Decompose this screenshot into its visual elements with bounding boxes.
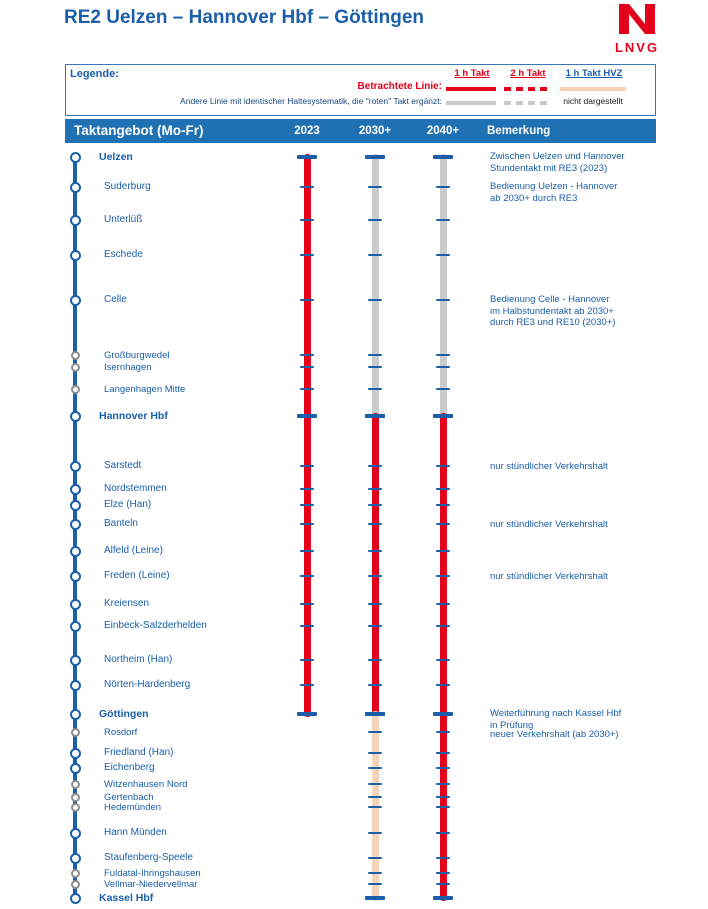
station-dot <box>70 748 81 759</box>
station-tick <box>436 684 450 687</box>
station-tick <box>436 488 450 491</box>
remark-text <box>490 294 662 329</box>
station-tick <box>436 254 450 257</box>
station-tick <box>368 857 382 860</box>
station-tick <box>300 575 314 578</box>
column-header-2023: 2023 <box>294 125 320 137</box>
station-dot <box>70 853 81 864</box>
station-dot <box>70 461 81 472</box>
station-dot <box>70 182 81 193</box>
station-label: Großburgwedel <box>104 350 170 361</box>
station-dot <box>70 411 81 422</box>
station-tick <box>300 219 314 222</box>
station-label: Nordstemmen <box>104 483 167 494</box>
station-tick <box>433 712 453 716</box>
station-tick <box>300 465 314 468</box>
station-tick <box>436 388 450 391</box>
station-dot <box>71 803 80 812</box>
station-tick <box>436 575 450 578</box>
station-tick <box>365 414 385 418</box>
station-tick <box>368 523 382 526</box>
station-dot <box>70 655 81 666</box>
remark-text <box>490 729 662 741</box>
station-dot <box>70 763 81 774</box>
station-tick <box>300 186 314 189</box>
station-label: Gertenbach <box>104 792 154 803</box>
column-header-bemerkung: Bemerkung <box>487 125 551 137</box>
station-tick <box>433 896 453 900</box>
station-label: Kassel Hbf <box>99 892 154 904</box>
station-tick <box>368 659 382 662</box>
remark-text <box>490 708 662 731</box>
station-tick <box>300 625 314 628</box>
station-dot <box>70 519 81 530</box>
legend-header-1h-takt-hvz: 1 h Takt HVZ <box>565 68 623 79</box>
station-tick <box>300 299 314 302</box>
station-dot <box>70 680 81 691</box>
station-label: Isernhagen <box>104 362 152 373</box>
station-tick <box>368 366 382 369</box>
station-dot <box>71 780 80 789</box>
remark-line: nur stündlicher Verkehrshalt <box>490 461 608 472</box>
station-dot <box>71 385 80 394</box>
station-tick <box>365 155 385 159</box>
station-tick <box>300 504 314 507</box>
station-dot <box>70 546 81 557</box>
station-label: Freden (Leine) <box>104 570 170 581</box>
column-header-2030plus: 2030+ <box>358 125 392 137</box>
table-title: Taktangebot (Mo-Fr) <box>74 123 204 138</box>
station-dot <box>70 828 81 839</box>
station-label: Eschede <box>104 249 143 260</box>
remark-line: Weiterführung nach Kassel Hbf <box>490 708 622 719</box>
station-tick <box>436 659 450 662</box>
station-dot <box>71 869 80 878</box>
station-dot <box>71 351 80 360</box>
station-label: Fuldatal-Ihringshausen <box>104 868 201 879</box>
station-tick <box>436 752 450 755</box>
station-tick <box>300 254 314 257</box>
station-tick <box>368 883 382 886</box>
station-dot <box>70 571 81 582</box>
station-tick <box>436 731 450 734</box>
station-label: Rosdorf <box>104 727 138 738</box>
service-bar-c2040-red <box>440 413 447 901</box>
station-tick <box>368 625 382 628</box>
legend-considered-line-label: Betrachtete Linie: <box>357 81 442 92</box>
remark-line: Bedienung Celle - Hannover <box>490 294 610 305</box>
station-tick <box>368 603 382 606</box>
station-label: Einbeck-Salzderhelden <box>104 620 207 631</box>
station-tick <box>368 299 382 302</box>
station-tick <box>297 155 317 159</box>
station-label: Witzenhausen Nord <box>104 779 188 790</box>
station-dot <box>70 215 81 226</box>
station-dot <box>70 484 81 495</box>
station-tick <box>368 219 382 222</box>
station-label: Unterlüß <box>104 214 143 225</box>
station-tick <box>436 625 450 628</box>
station-tick <box>436 783 450 786</box>
station-dot <box>70 500 81 511</box>
station-label: Northeim (Han) <box>104 654 173 665</box>
station-tick <box>368 752 382 755</box>
station-label: Vellmar-Niedervellmar <box>104 879 198 890</box>
station-dot <box>70 893 81 904</box>
station-tick <box>300 354 314 357</box>
legend-title: Legende: <box>70 68 119 80</box>
column-header-2040plus: 2040+ <box>426 125 460 137</box>
lnvg-logo-text: LNVG <box>614 40 660 55</box>
remark-text <box>490 519 662 531</box>
station-dot <box>71 363 80 372</box>
station-tick <box>436 767 450 770</box>
station-tick <box>368 832 382 835</box>
station-tick <box>436 857 450 860</box>
legend-header-2h-takt: 2 h Takt <box>510 68 546 79</box>
remark-line: im Halbstundentakt ab 2030+ <box>490 305 614 317</box>
station-tick <box>436 186 450 189</box>
station-tick <box>368 186 382 189</box>
station-tick <box>300 523 314 526</box>
station-label: Langenhagen Mitte <box>104 384 186 395</box>
station-label: Banteln <box>104 518 138 529</box>
station-tick <box>436 299 450 302</box>
station-tick <box>300 488 314 491</box>
station-tick <box>368 354 382 357</box>
station-tick <box>436 550 450 553</box>
station-dot <box>70 709 81 720</box>
station-tick <box>436 872 450 875</box>
station-tick <box>300 366 314 369</box>
station-tick <box>297 414 317 418</box>
station-tick <box>433 155 453 159</box>
station-dot <box>71 728 80 737</box>
station-tick <box>368 575 382 578</box>
station-tick <box>365 896 385 900</box>
station-tick <box>368 388 382 391</box>
service-bar-c2030-red <box>372 413 379 717</box>
remark-line: Stundentakt mit RE3 (2023) <box>490 162 608 174</box>
station-tick <box>436 603 450 606</box>
station-tick <box>436 796 450 799</box>
station-tick <box>300 659 314 662</box>
remark-text <box>490 571 662 583</box>
service-bar-c2023-red <box>304 154 311 717</box>
station-tick <box>300 603 314 606</box>
page-title: RE2 Uelzen – Hannover Hbf – Göttingen <box>64 7 424 28</box>
station-tick <box>368 796 382 799</box>
station-dot <box>70 250 81 261</box>
station-tick <box>300 684 314 687</box>
remark-line: in Prüfung <box>490 719 534 731</box>
station-tick <box>436 465 450 468</box>
station-tick <box>368 731 382 734</box>
station-tick <box>368 465 382 468</box>
station-tick <box>436 806 450 809</box>
station-label: Uelzen <box>99 151 133 163</box>
station-tick <box>436 883 450 886</box>
station-label: Alfeld (Leine) <box>104 545 163 556</box>
remark-line: nur stündlicher Verkehrshalt <box>490 571 608 582</box>
legend-other-line-label: Andere Linie mit identischer Haltesystematik, die "roten" Takt ergänzt: <box>180 96 442 106</box>
station-label: Hannover Hbf <box>99 410 168 422</box>
station-dot <box>70 621 81 632</box>
station-tick <box>368 767 382 770</box>
station-tick <box>368 783 382 786</box>
station-label: Suderburg <box>104 181 151 192</box>
remark-line: neuer Verkehrshalt (ab 2030+) <box>490 729 619 740</box>
remark-line: Bedienung Uelzen - Hannover <box>490 181 618 192</box>
service-bar-c2040-gray <box>440 154 447 419</box>
station-dot <box>71 880 80 889</box>
station-dot <box>70 295 81 306</box>
station-label: Kreiensen <box>104 598 150 609</box>
station-dot <box>70 152 81 163</box>
service-bar-c2030-gray <box>372 154 379 419</box>
station-tick <box>300 388 314 391</box>
station-tick <box>300 550 314 553</box>
station-dot <box>70 599 81 610</box>
remark-line: Zwischen Uelzen und Hannover <box>490 151 625 162</box>
remark-text <box>490 461 662 473</box>
station-tick <box>368 488 382 491</box>
station-tick <box>433 414 453 418</box>
station-tick <box>436 832 450 835</box>
station-label: Friedland (Han) <box>104 747 174 758</box>
station-label: Hedemünden <box>104 802 162 813</box>
remark-text <box>490 181 662 204</box>
station-label: Staufenberg-Speele <box>104 852 193 863</box>
station-tick <box>436 354 450 357</box>
remark-line: ab 2030+ durch RE3 <box>490 192 578 204</box>
station-tick <box>436 219 450 222</box>
station-tick <box>436 366 450 369</box>
station-tick <box>368 254 382 257</box>
station-tick <box>365 712 385 716</box>
station-tick <box>368 806 382 809</box>
remark-line: durch RE3 und RE10 (2030+) <box>490 317 616 328</box>
legend-header-1h-takt: 1 h Takt <box>454 68 490 79</box>
station-label: Göttingen <box>99 708 149 720</box>
station-tick <box>368 504 382 507</box>
legend-not-shown-label: nicht dargestellt <box>563 96 623 106</box>
station-dot <box>71 793 80 802</box>
station-label: Nörten-Hardenberg <box>104 679 191 690</box>
station-label: Sarstedt <box>104 460 142 471</box>
station-tick <box>368 550 382 553</box>
station-label: Eichenberg <box>104 762 155 773</box>
station-label: Elze (Han) <box>104 499 152 510</box>
remark-text <box>490 151 662 174</box>
station-tick <box>297 712 317 716</box>
station-tick <box>436 523 450 526</box>
station-label: Hann Münden <box>104 827 167 838</box>
remark-line: nur stündlicher Verkehrshalt <box>490 519 608 530</box>
station-tick <box>436 504 450 507</box>
station-tick <box>368 684 382 687</box>
station-label: Celle <box>104 294 127 305</box>
station-tick <box>368 872 382 875</box>
